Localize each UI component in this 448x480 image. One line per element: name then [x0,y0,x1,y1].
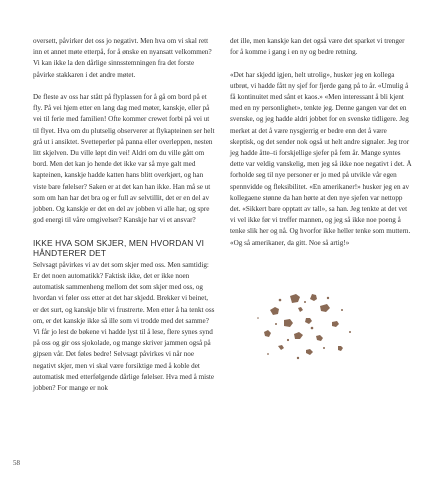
paragraph: oversett, påvirker det oss jo negativt. Men hva om vi skal rett inn et annet møte etterpå, for å ønske en nyansatt velkommen? Vi kan ikke la den dårlige sinnsstemningen fra det forste påvirke stakkaren i det andre møtet. [33,37,212,79]
paragraph: «Det har skjedd igjen, helt utrolig», husker jeg en kollega utbrøt, vi hadde fått ny sjef for fjerde gang på to år. «Umulig å få kontinuitet med sånt et kaos.» «Men interessant å bli kjent med en ny personlighet», tenkte jeg. Denne gangen var det en svenske, og jeg hadde aldri jobbet for en svenske tidligere. Jeg merket at det å være nysgjerrig er bedre enn det å være skeptisk, og det sender nok også ut helt andre signaler. Jeg tror jeg hadde åtte–ti forskjellige sjefer på fem år. Mange syntes dette var veldig vanskelig, men jeg så ikke noe negativt i det. Å forholde seg til nye personer er jo med på utvikle vår egen spennvidde og fleksibilitet. «En amerikaner!» husker jeg en av kollegaene stønne da han hørte at den nye sjefen var nettopp det. «Sikkert bare opptatt av tall», sa han. Jeg tenkte at det vet vi vel ikke før vi treffer mannen, og jeg så ikke noe poeng å tenke slik her og nå. Og hvorfor ikke heller tenke som muttern. «Og så amerikaner, da gitt. Noe så artig!» [230,70,412,247]
left-column [33,36,215,405]
paragraph: Selvsagt påvirkes vi av det som skjer med oss. Men samtidig: Er det noen automatikk? Faktisk ikke, det er ikke noen automatisk sammenheng mellom det som skjer med oss, og hvordan vi føler oss etter at det har skjedd. Brekker vi beinet, er det surt, og kanskje blir vi frustrerte. Men etter å ha tenkt oss om, er det kanskje ikke så ille som vi trodde med det samme? Vi får jo lest de bøkene vi hadde lyst til å lese, flere synes synd på oss og gir oss sjokolade, og mange skriver jammen også på gipsen vår. Det føles bedre! Selvsagt påvirkes vi når noe negativt skjer, men vi skal være forsiktige med å koble det automatisk med etterfølgende dårlige følelser. Hva med å miste jobben? For mange er nok [33,260,215,393]
paragraph: det ille, men kanskje kan det også være det sparket vi trenger for å komme i gang i en ny og bedre retning. [230,37,405,57]
page-number: 58 [13,459,20,467]
paragraph: De fleste av oss har stått på flyplassen for å gå om bord på et fly. På vei hjem etter en lang dag med møter, kanskje, eller på vei til ferie med familien! Ofte kommer crewet forbi på vei ut til flyet. Hva om du plutselig observerer at flykapteinen ser helt grå ut i ansiktet. Svetteperler på panna eller overleppen, nesten litt skjelven. Du ville løpt din vei! Aldri om du ville gått om bord. Men det kan jo hende det ikke var så mye galt med kapteinen, kanskje hadde katten hans blitt overkjørt, og han viste bare følelser? Saken er at det kan han ikke. Han må se ut som om han har det bra og er full av selvtillit, det er en del av jobben. Og kanskje er det en del av jobben vi alle har, og spre god energi til våre omgivelser? Kanskje har vi et ansvar? [33,93,215,225]
right-column [230,36,412,260]
crumbs-illustration-icon [250,288,360,368]
section-heading: IKKE HVA SOM SKJER, MEN HVORDAN VI HÅNDTERER DET [33,237,205,259]
